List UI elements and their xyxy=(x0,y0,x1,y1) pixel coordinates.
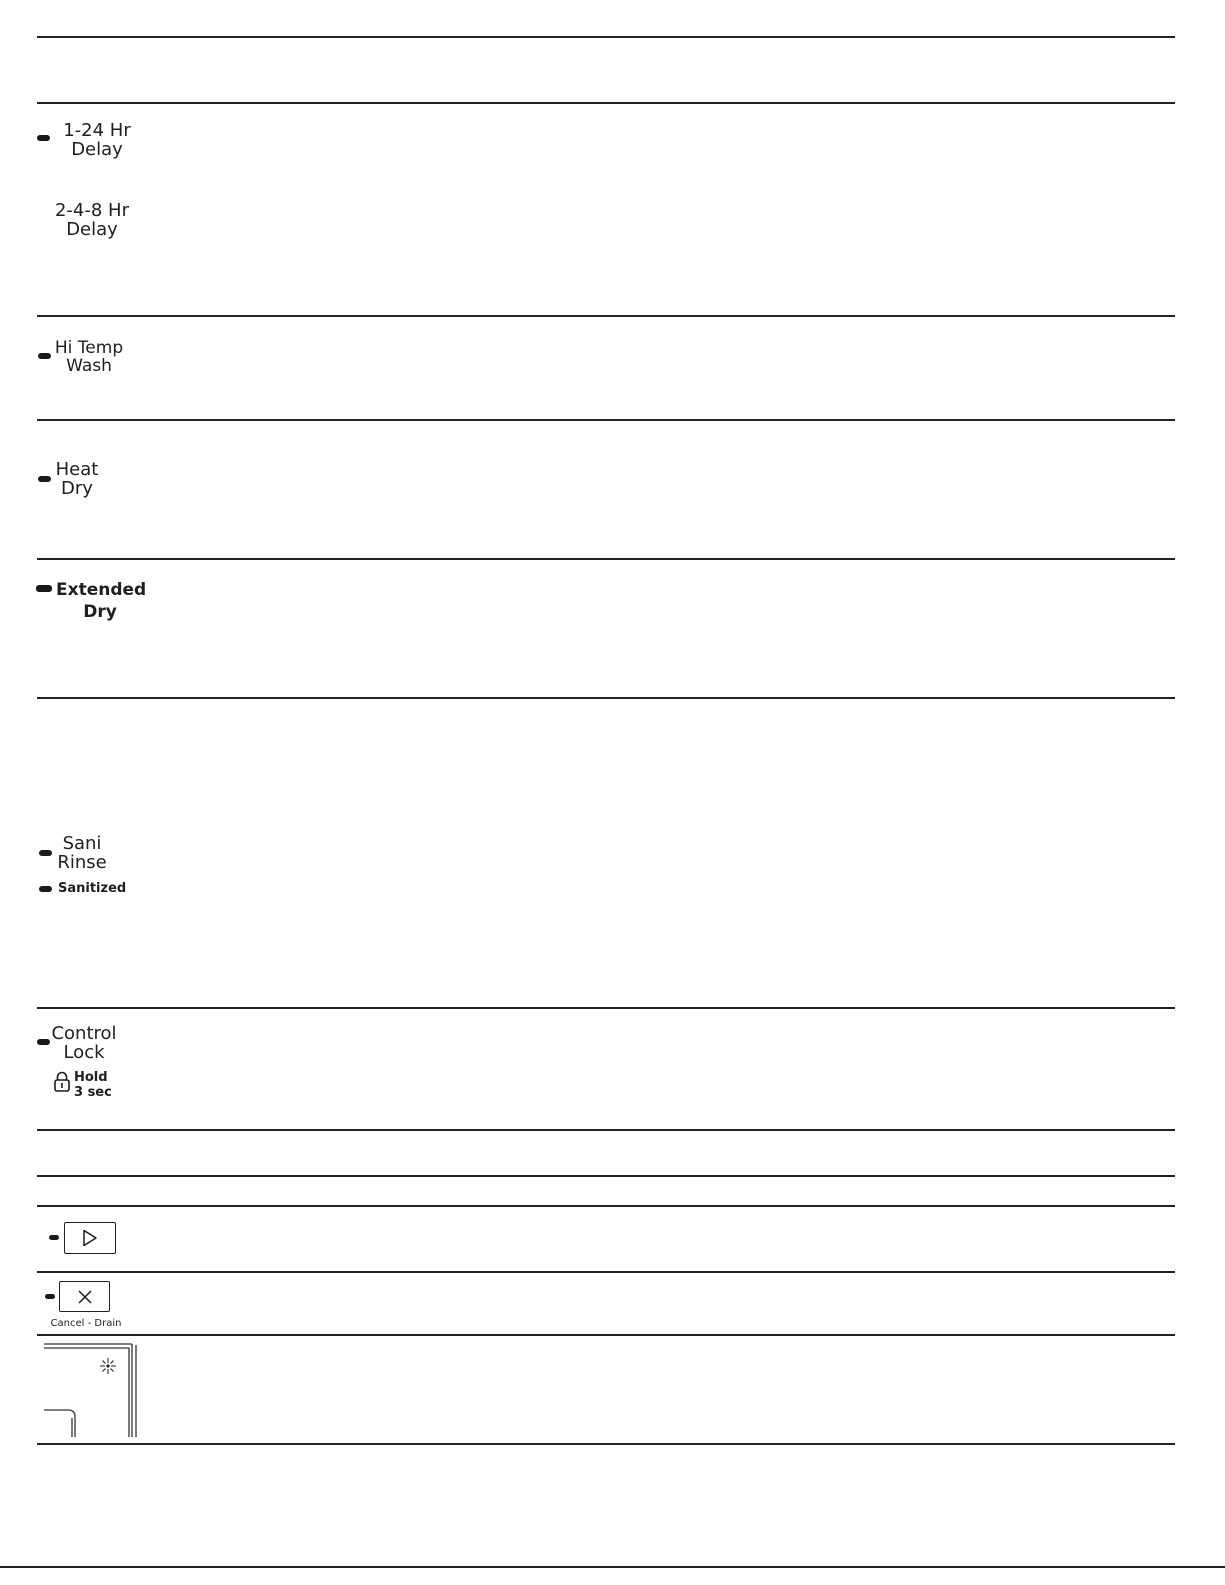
hi-temp-wash-led xyxy=(38,353,51,359)
divider xyxy=(0,1566,1225,1568)
divider xyxy=(37,36,1175,38)
lock-icon xyxy=(53,1071,71,1093)
delay-indicator-led xyxy=(37,135,50,141)
control-lock-led xyxy=(37,1039,50,1045)
sani-rinse-led xyxy=(39,850,52,856)
divider xyxy=(37,1175,1175,1177)
delay-1-24-line-2: Delay xyxy=(71,139,123,160)
start-button[interactable] xyxy=(64,1222,116,1254)
hi-temp-wash-line-1: Hi Temp xyxy=(54,338,124,358)
start-led xyxy=(49,1235,59,1240)
sani-rinse-line-2: Rinse xyxy=(57,852,107,873)
delay-2-4-8-line-1: 2-4-8 Hr xyxy=(54,200,129,221)
heat-dry-led xyxy=(38,476,51,482)
divider xyxy=(37,697,1175,699)
divider xyxy=(37,419,1175,421)
divider xyxy=(37,558,1175,560)
close-icon xyxy=(77,1289,93,1305)
divider xyxy=(37,1334,1175,1336)
cancel-led xyxy=(45,1294,55,1299)
control-lock-line-2: Lock xyxy=(63,1042,105,1063)
door-diagram xyxy=(42,1342,142,1440)
delay-2-4-8-button-label[interactable] xyxy=(52,201,132,239)
divider xyxy=(37,1443,1175,1445)
divider xyxy=(37,1271,1175,1273)
extended-dry-led xyxy=(36,585,52,592)
hi-temp-wash-button-label[interactable] xyxy=(53,339,125,375)
extended-dry-line-2: Dry xyxy=(83,602,117,622)
lock-hint-label xyxy=(74,1070,112,1100)
hi-temp-wash-line-2: Wash xyxy=(66,356,112,376)
sparkle-icon xyxy=(99,1357,117,1375)
heat-dry-line-1: Heat xyxy=(55,459,99,480)
delay-2-4-8-line-2: Delay xyxy=(66,219,118,240)
delay-1-24-button-label[interactable] xyxy=(58,121,136,159)
heat-dry-line-2: Dry xyxy=(61,478,93,499)
play-icon xyxy=(82,1229,98,1247)
sanitized-led xyxy=(39,886,52,892)
control-lock-button-label[interactable] xyxy=(50,1024,118,1062)
divider xyxy=(37,315,1175,317)
extended-dry-line-1: Extended xyxy=(56,580,147,600)
cancel-drain-label: Cancel - Drain xyxy=(50,1318,122,1329)
extended-dry-button-label[interactable] xyxy=(56,579,147,623)
sanitized-indicator-label: Sanitized xyxy=(58,881,127,896)
control-lock-line-1: Control xyxy=(51,1023,117,1044)
sani-rinse-button-label[interactable] xyxy=(54,834,110,872)
lock-hint-line-2: 3 sec xyxy=(74,1085,112,1100)
divider xyxy=(37,1129,1175,1131)
divider xyxy=(37,1205,1175,1207)
divider xyxy=(37,102,1175,104)
sani-rinse-line-1: Sani xyxy=(62,833,102,854)
lock-hint-line-1: Hold xyxy=(74,1070,108,1085)
cancel-drain-button[interactable] xyxy=(59,1281,110,1312)
divider xyxy=(37,1007,1175,1009)
heat-dry-button-label[interactable] xyxy=(53,460,101,498)
delay-1-24-line-1: 1-24 Hr xyxy=(63,120,131,141)
